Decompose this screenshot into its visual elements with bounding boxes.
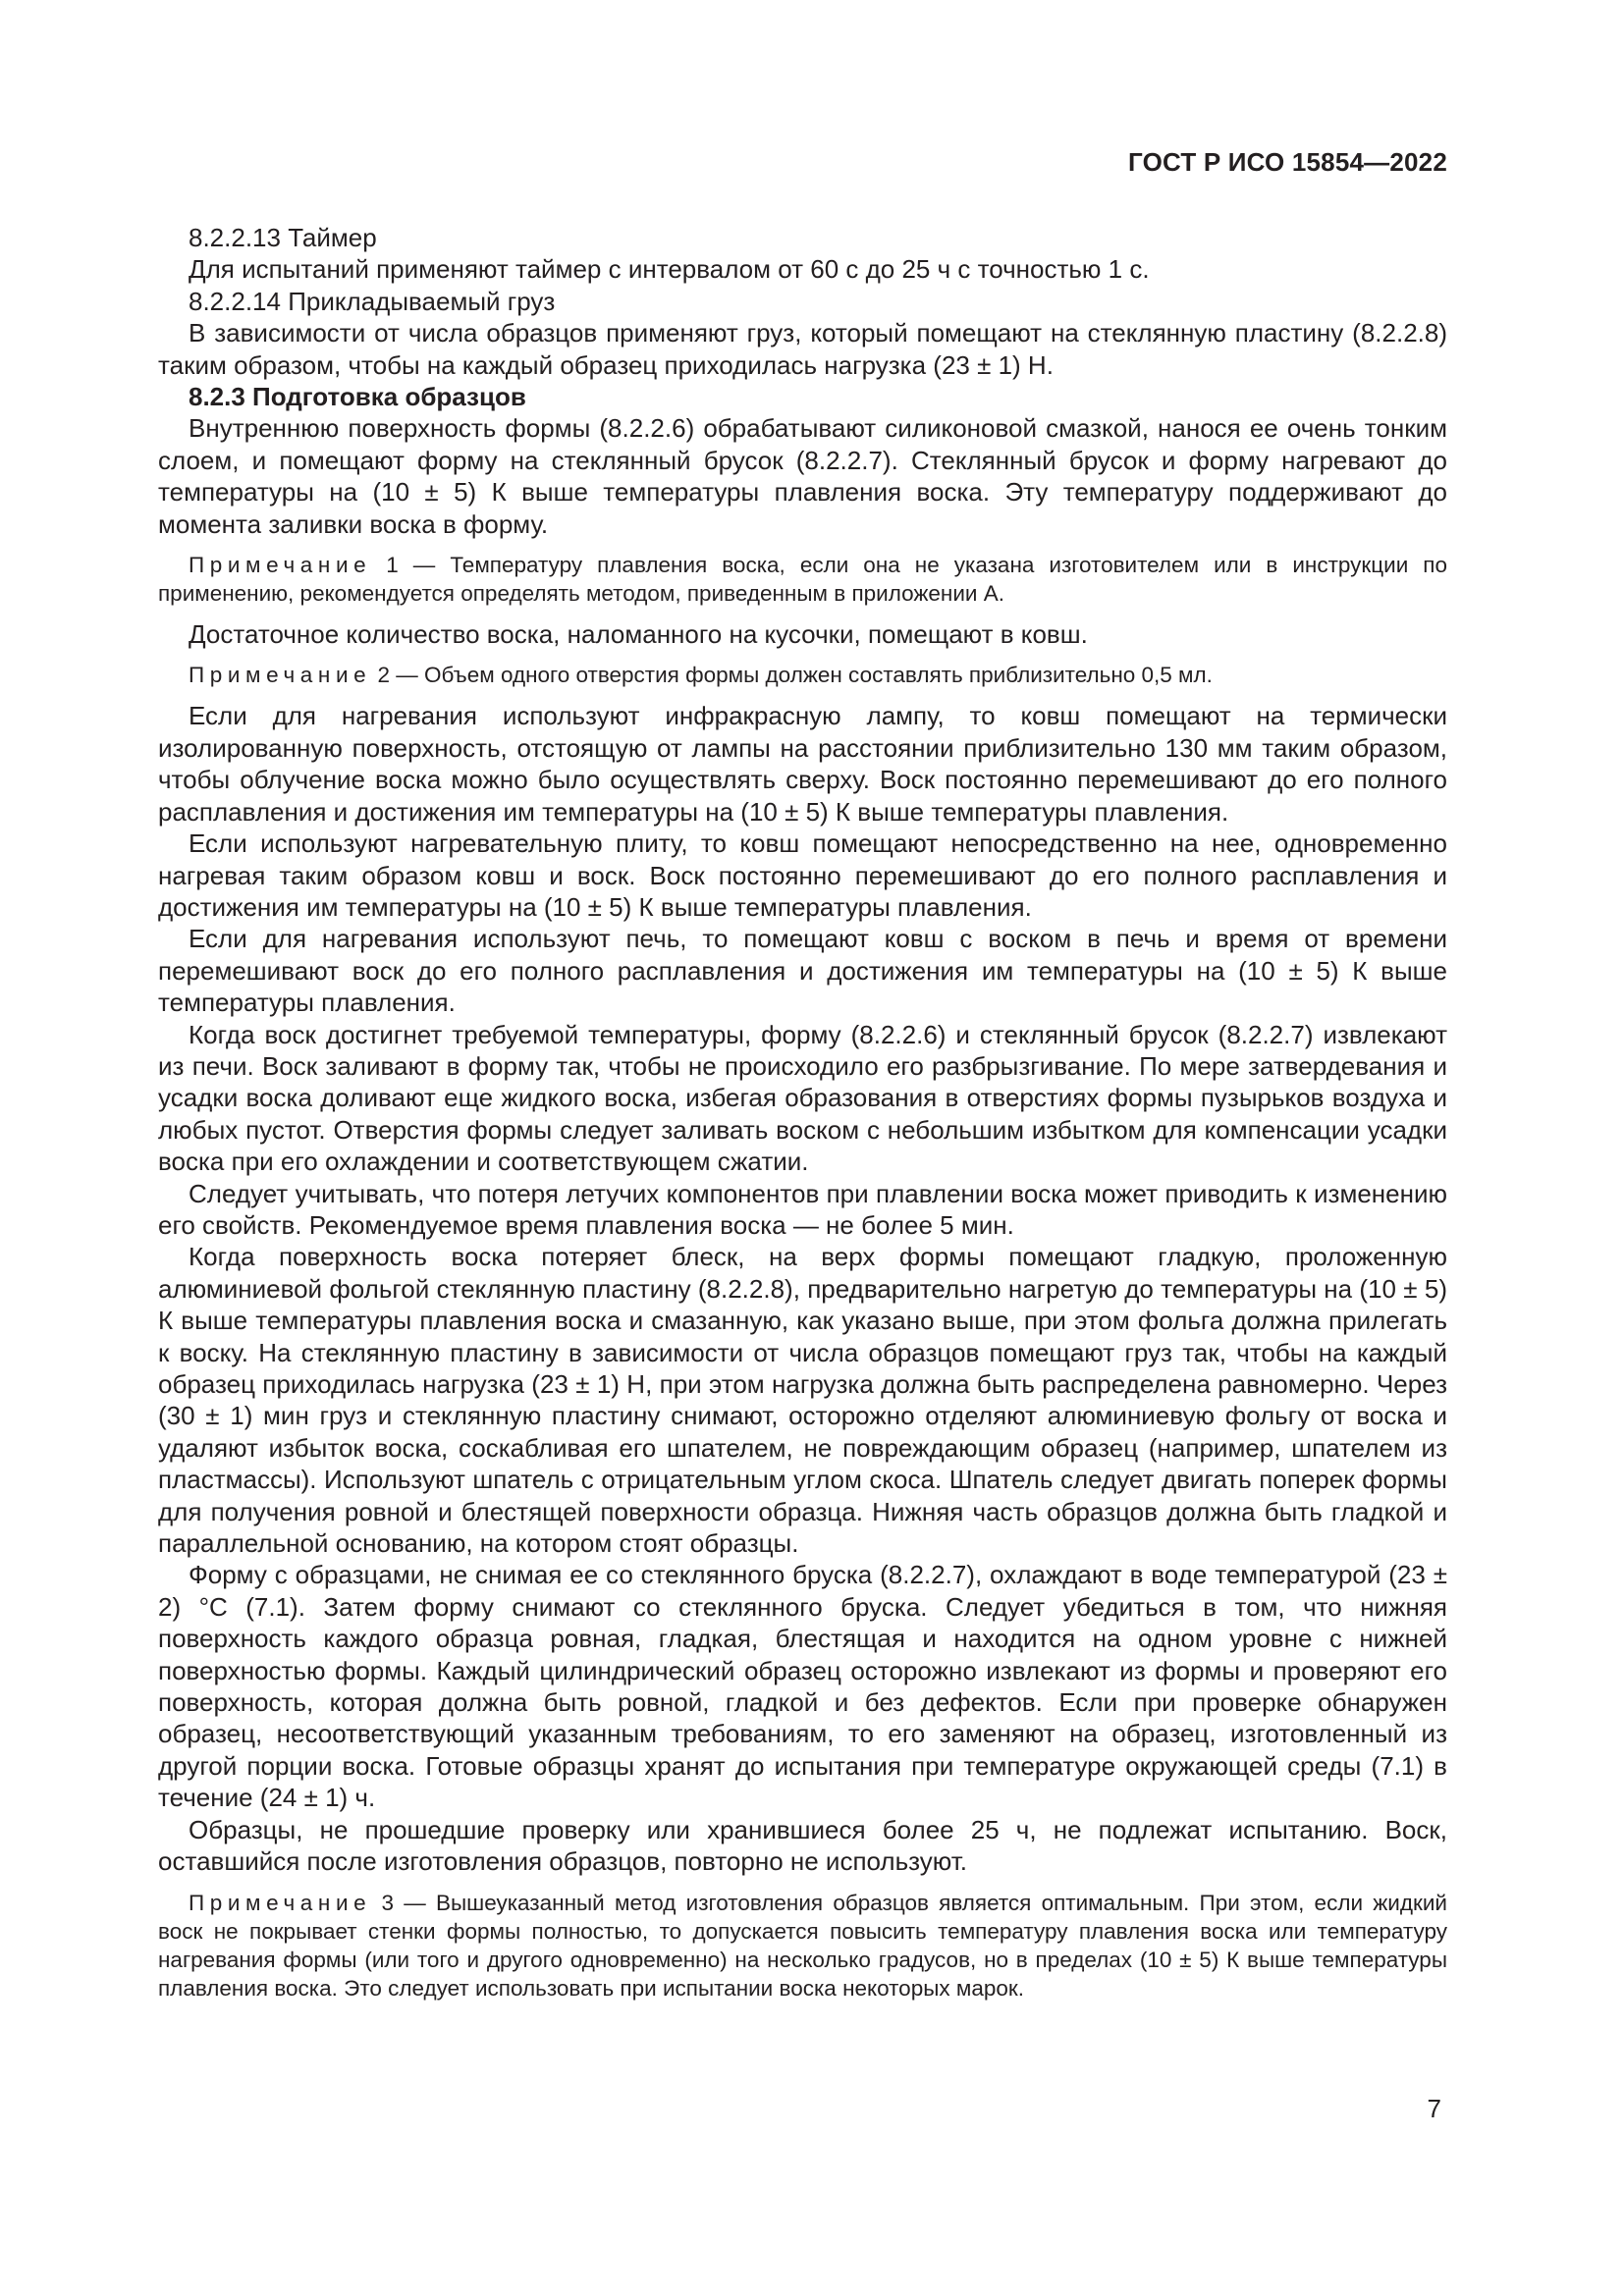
- paragraph-volatile-loss: Следует учитывать, что потеря летучих компонентов при плавлении воска может приводить к изменению его свойств. Рекомендуемое время плавления воска — не более 5 мин.: [158, 1178, 1447, 1240]
- paragraph-oven: Если для нагревания используют печь, то помещают ковш с воском в печь и время от времени перемешивают воск до его полного расплавления и достижения им температуры на (10 ± 5) К выше температуры плавления.: [158, 924, 1447, 1018]
- note-2-text: 2 — Объем одного отверстия формы должен составлять приблизительно 0,5 мл.: [371, 663, 1213, 688]
- document-body: [158, 222, 1447, 2013]
- page-number: 7: [1427, 2094, 1441, 2123]
- paragraph-mold-preparation: Внутреннюю поверхность формы (8.2.2.6) обрабатывают силиконовой смазкой, нанося ее очень тонким слоем, и помещают форму на стеклянный брусок (8.2.2.7). Стеклянный брусок и форму нагревают до температуры на (10 ± 5) К выше температуры плавления воска. Эту температуру поддерживают до момента заливки воска в форму.: [158, 413, 1447, 539]
- document-code: ГОСТ Р ИСО 15854—2022: [1127, 147, 1447, 177]
- note-1-text: 1 — Температуру плавления воска, если она не указана изготовителем или в инструкции по применению, рекомендуется определять методом, приведенным в приложении А.: [158, 553, 1447, 607]
- clause-8-2-2-14-title: 8.2.2.14 Прикладываемый груз: [189, 286, 556, 316]
- paragraph-glass-plate: Когда поверхность воска потеряет блеск, на верх формы помещают гладкую, проложенную алюминиевой фольгой стеклянную пластину (8.2.2.8), предварительно нагретую до температуры на (10 ± 5) К выше температуры плавления воска и смазанную, как указано выше, при этом фольга должна прилегать к воску. На стеклянную пластину в зависимости от числа образцов помещают груз так, чтобы на каждый образец приходилась нагрузка (23 ± 1) Н, при этом нагрузка должна быть распределена равномерно. Через (30 ± 1) мин груз и стеклянную пластину снимают, осторожно отделяют алюминиевую фольгу от воска и удаляют избыток воска, соскабливая его шпателем, не повреждающим образец (например, шпателем из пластмассы). Используют шпатель с отрицательным углом скоса. Шпатель следует двигать поперек формы для получения ровной и блестящей поверхности образца. Нижняя часть образцов должна быть гладкой и параллельной основанию, на котором стоят образцы.: [158, 1242, 1447, 1559]
- paragraph-infrared-lamp: Если для нагревания используют инфракрасную лампу, то ковш помещают на термически изолированную поверхность, отстоящую от лампы на расстоянии приблизительно 130 мм таким образом, чтобы облучение воска можно было осуществлять сверху. Воск постоянно перемешивают до его полного расплавления и достижения им температуры на (10 ± 5) К выше температуры плавления.: [158, 701, 1447, 827]
- paragraph-rejection: Образцы, не прошедшие проверку или хранившиеся более 25 ч, не подлежат испытанию. Воск, оставшийся после изготовления образцов, повторно не используют.: [158, 1814, 1447, 1877]
- section-heading-8-2-3: 8.2.3 Подготовка образцов: [189, 382, 526, 412]
- note-2: [158, 661, 1447, 689]
- note-1: [158, 551, 1447, 608]
- note-3: [158, 1889, 1447, 2002]
- paragraph-wax-portion: Достаточное количество воска, наломанного на кусочки, помещают в ковш.: [189, 619, 1088, 650]
- clause-8-2-2-13-title: 8.2.2.13 Таймер: [189, 223, 377, 252]
- note-1-label: Примечание: [189, 553, 372, 578]
- paragraph-hot-plate: Если используют нагревательную плиту, то ковш помещают непосредственно на нее, одновременно нагревая таким образом ковш и воск. Воск постоянно перемешивают до его полного расплавления и достижения им температуры на (10 ± 5) К выше температуры плавления.: [158, 828, 1447, 922]
- note-2-label: Примечание: [189, 663, 372, 688]
- note-3-label: Примечание: [189, 1890, 372, 1915]
- note-3-text: 3 — Вышеуказанный метод изготовления образцов является оптимальным. При этом, если жидкий воск не покрывает стенки формы полностью, то допускается повысить температуру плавления воска или температуру нагревания формы (или того и другого одновременно) на несколько градусов, но в пределах (10 ± 5) К выше температуры плавления воска. Это следует использовать при испытании воска некоторых марок.: [158, 1890, 1447, 2001]
- clause-8-2-2-14-text: В зависимости от числа образцов применяют груз, который помещают на стеклянную пластину (8.2.2.8) таким образом, чтобы на каждый образец приходилась нагрузка (23 ± 1) Н.: [158, 318, 1447, 380]
- paragraph-cooling: Форму с образцами, не снимая ее со стеклянного бруска (8.2.2.7), охлаждают в воде температурой (23 ± 2) °С (7.1). Затем форму снимают со стеклянного бруска. Следует убедиться в том, что нижняя поверхность каждого образца ровная, гладкая, блестящая и находится на одном уровне с нижней поверхностью формы. Каждый цилиндрический образец осторожно извлекают из формы и проверяют его поверхность, которая должна быть ровной, гладкой и без дефектов. Если при проверке обнаружен образец, несоответствующий указанным требованиям, то его заменяют на образец, изготовленный из другой порции воска. Готовые образцы хранят до испытания при температуре окружающей среды (7.1) в течение (24 ± 1) ч.: [158, 1560, 1447, 1813]
- clause-8-2-2-13-text: Для испытаний применяют таймер с интервалом от 60 с до 25 ч с точностью 1 с.: [189, 254, 1150, 285]
- paragraph-pouring: Когда воск достигнет требуемой температуры, форму (8.2.2.6) и стеклянный брусок (8.2.2.7) извлекают из печи. Воск заливают в форму так, чтобы не происходило его разбрызгивание. По мере затвердевания и усадки воска доливают еще жидкого воска, избегая образования в отверстиях формы пузырьков воздуха и любых пустот. Отверстия формы следует заливать воском с небольшим избытком для компенсации усадки воска при его охлаждении и соответствующем сжатии.: [158, 1019, 1447, 1177]
